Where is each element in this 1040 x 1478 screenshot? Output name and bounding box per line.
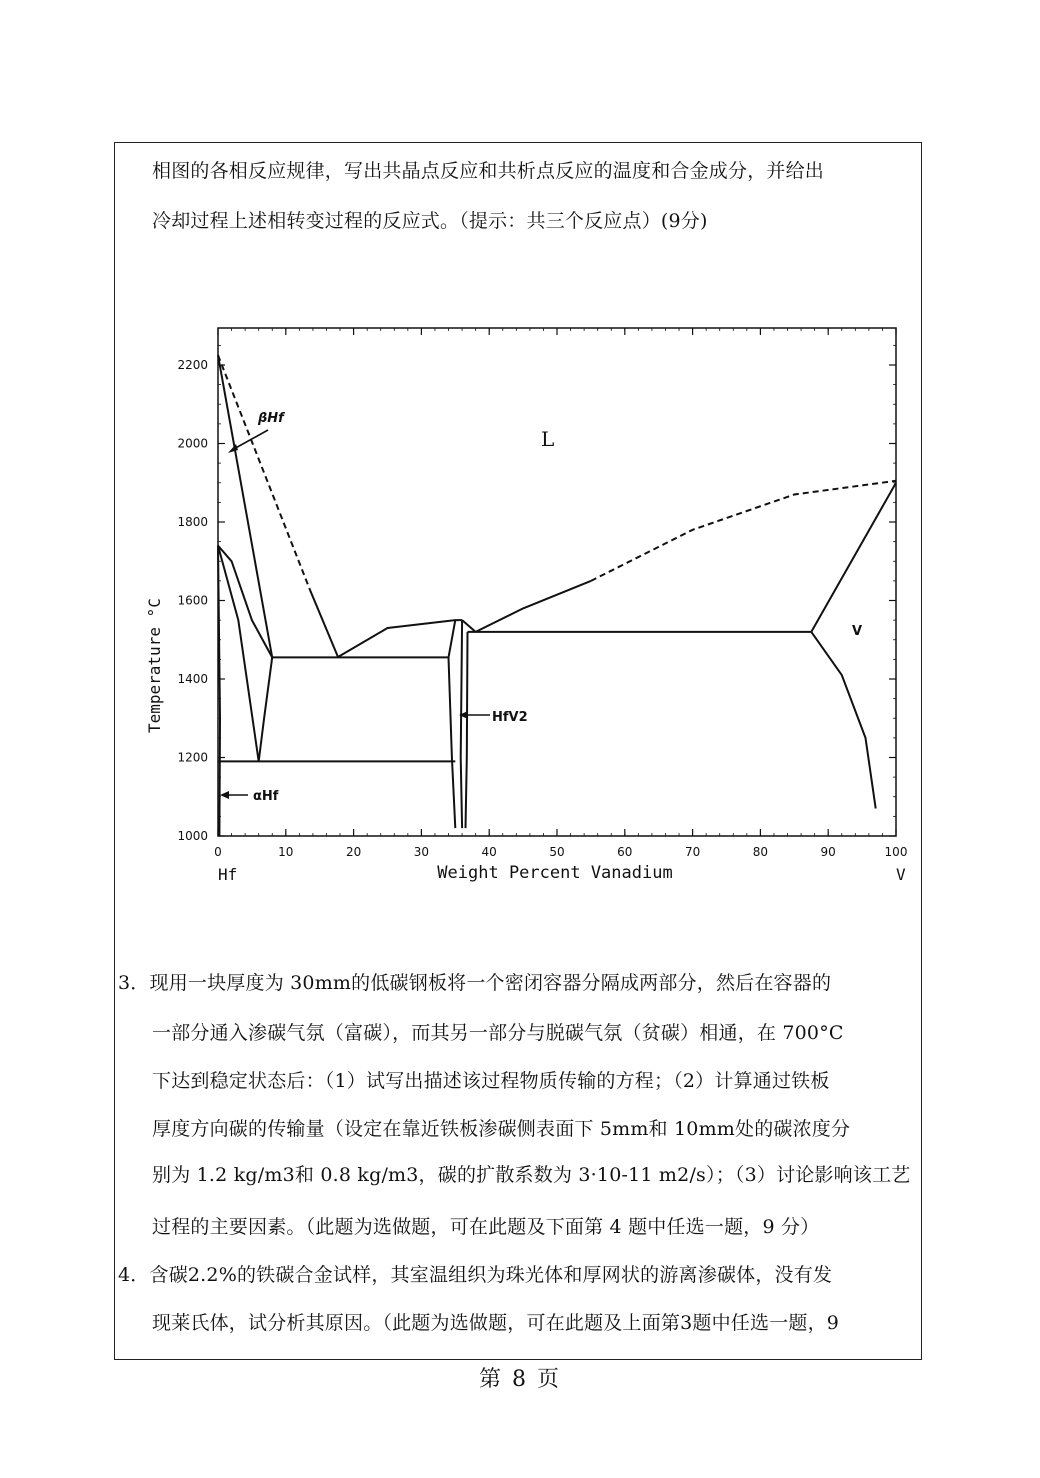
phase-boundary-liquidus-to-eutectic [310, 589, 339, 657]
beta-hf-arrow [232, 430, 268, 450]
question4-line-1: 4．含碳2.2%的铁碳合金试样，其室温组织为珠光体和厚网状的游离渗碳体，没有发 [118, 1264, 833, 1286]
x-right-element: V [896, 865, 906, 884]
region-label-v: V [852, 624, 863, 639]
x-tick-label: 0 [214, 845, 222, 859]
x-axis-label: Weight Percent Vanadium [437, 863, 673, 883]
beta-hf-arrowhead [228, 444, 238, 453]
question3-line-2: 一部分通入渗碳气氛（富碳），而其另一部分与脱碳气氛（贫碳）相通，在 700°C [152, 1022, 844, 1044]
phase-boundary-hfv2-left-solvus [449, 657, 456, 828]
region-label-liquid: L [541, 427, 555, 451]
phase-boundary-hfv2-left-boundary [449, 620, 456, 657]
question3-line-5: 别为 1.2 kg/m3和 0.8 kg/m3，碳的扩散系数为 3·10-11 m2/s）；（3）讨论影响该工艺 [152, 1164, 911, 1186]
x-tick-label: 90 [820, 845, 836, 859]
y-tick-label: 2000 [177, 436, 208, 451]
phase-boundary-hfv2-right-solvus [461, 620, 462, 828]
y-tick-label: 1800 [177, 515, 208, 529]
x-tick-label: 70 [684, 845, 701, 859]
question3-line-3: 下达到稳定状态后：（1）试写出描述该过程物质传输的方程；（2）计算通过铁板 [152, 1070, 830, 1092]
y-tick-label: 1200 [177, 750, 208, 765]
phase-boundary-hfv2-right-top [462, 620, 476, 632]
annotation-beta-hf: βHf [258, 411, 284, 426]
x-tick-label: 60 [617, 845, 633, 859]
phase-boundary-hfv2-inner [466, 632, 468, 828]
phase-boundary-v-solidus [811, 483, 896, 632]
hf-v-phase-diagram [140, 318, 920, 890]
phase-boundary-hf-liquidus [218, 355, 272, 657]
y-tick-label: 2200 [177, 358, 208, 372]
phase-boundary-hf-liquidus-dashed [218, 355, 310, 589]
annotation-hfv2: HfV2 [492, 710, 528, 725]
x-tick-label: 20 [345, 845, 362, 859]
x-tick-label: 30 [413, 845, 430, 859]
x-left-element: Hf [218, 865, 238, 884]
question3-line-6: 过程的主要因素。（此题为选做题，可在此题及下面第 4 题中任选一题，9 分） [152, 1216, 820, 1238]
x-tick-label: 40 [481, 845, 497, 859]
alpha-hf-arrowhead [220, 791, 229, 799]
y-axis-label: Temperature °C [145, 598, 164, 733]
y-tick-label: 1600 [177, 593, 208, 608]
question3-line-1: 3．现用一块厚度为 30mm的低碳钢板将一个密闭容器分隔成两部分，然后在容器的 [118, 972, 832, 994]
phase-boundary-v-liquidus-lower [476, 581, 591, 632]
page-number: 第 8 页 [479, 1367, 561, 1392]
x-tick-label: 50 [549, 845, 565, 859]
question4-line-2: 现莱氏体，试分析其原因。（此题为选做题，可在此题及上面第3题中任选一题，9 [152, 1312, 840, 1334]
x-tick-label: 80 [752, 845, 769, 859]
y-tick-label: 1000 [177, 829, 208, 843]
phase-boundary-v-liquidus-dashed [591, 481, 896, 581]
plot-frame [218, 328, 896, 836]
question3-line-4: 厚度方向碳的传输量（设定在靠近铁板渗碳侧表面下 5mm和 10mm处的碳浓度分 [152, 1118, 851, 1140]
phase-boundary-hfv2-liquidus-left [338, 620, 462, 657]
phase-boundary-v-solvus [811, 632, 875, 809]
x-tick-label: 10 [278, 845, 294, 859]
y-tick-label: 1400 [177, 672, 208, 686]
phase-boundary-bhf-to-eutectoid [259, 657, 273, 761]
question2-line-2: 冷却过程上述相转变过程的反应式。（提示：共三个反应点）(9分) [152, 210, 708, 232]
annotation-alpha-hf: αHf [253, 789, 279, 804]
phase-boundary-bhf-solvus-upper [218, 546, 272, 658]
x-tick-label: 100 [884, 845, 908, 859]
question2-line-1: 相图的各相反应规律，写出共晶点反应和共析点反应的温度和合金成分，并给出 [152, 160, 825, 182]
